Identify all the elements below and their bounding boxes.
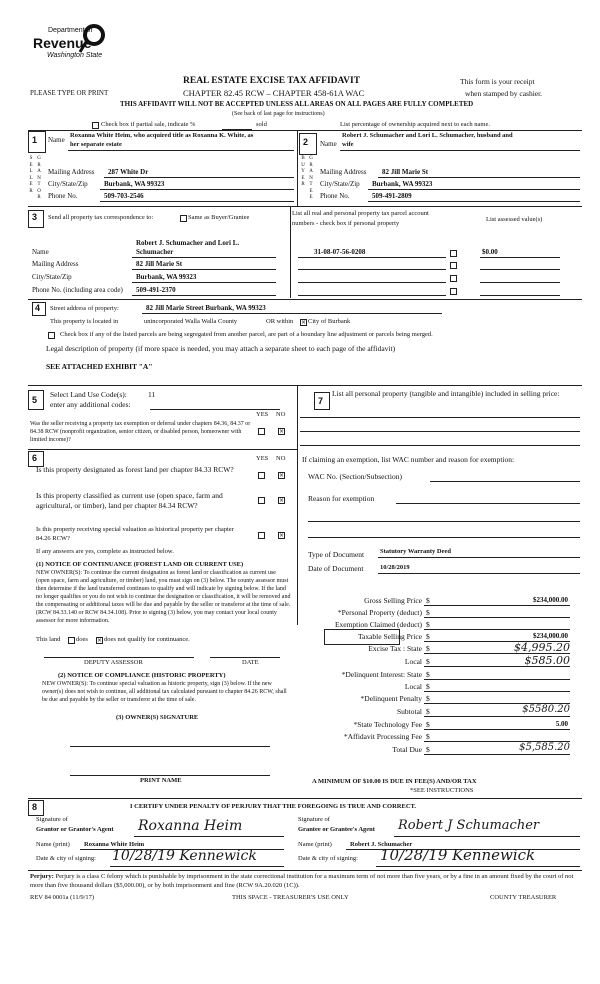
sec5-q1-no[interactable]: × [279, 428, 285, 435]
same-as-buyer-checkbox[interactable] [180, 215, 187, 222]
certify-line: I CERTIFY UNDER PENALTY OF PERJURY THAT THE FOREGOING IS TRUE AND CORRECT. [130, 803, 417, 810]
buyer-name-1: Robert J. Schumacher and Lori L. Schumacher, husband and [342, 132, 513, 139]
seller-name-label: Name [48, 136, 65, 144]
print-name: PRINT NAME [140, 777, 182, 784]
sec6-number: 6 [32, 453, 38, 463]
sec5-no: NO [276, 411, 286, 418]
buyer-side-label-1: B U Y E R [301, 156, 305, 187]
legal-desc: Legal description of property (if more space is needed, you may attach a separate sheet to each page of the affidavit) [46, 344, 396, 353]
seller-name-1: Roxanna White Heim, who acquired title as Roxanna K. White, as [70, 132, 254, 139]
owner-sig-line [70, 746, 270, 747]
sec12-bottom-rule [28, 206, 582, 207]
buyer-name-label: Name [320, 140, 337, 148]
min-due: A MINIMUM OF $10.00 IS DUE IN FEE(S) AND/OR TAX [312, 778, 477, 785]
grantee-sig-line [394, 836, 580, 837]
tax-row-9-label: Subtotal [396, 707, 422, 716]
sec5-bottom-rule [28, 449, 298, 450]
sec5-q1-yes[interactable] [258, 428, 265, 435]
grantee-name-label: Name (print) [298, 841, 332, 848]
land-use-value: 11 [148, 390, 156, 399]
county-treasurer: COUNTY TREASURER [490, 894, 557, 901]
sec6-q1: Is this property designated as forest land per chapter 84.33 RCW? [36, 465, 234, 474]
sec6-q1-no[interactable]: × [279, 472, 285, 479]
partial-sale-sold: sold [256, 121, 267, 128]
sec6-q3-yes[interactable] [258, 532, 265, 539]
wac-line [430, 481, 580, 482]
dept-line2: Revenue [33, 35, 92, 51]
buyer-name-2: wife [342, 141, 354, 148]
sec3-bottom-rule [28, 299, 582, 300]
sec3-label: Send all property tax correspondence to: [48, 214, 154, 221]
sec12-top-rule [28, 130, 582, 131]
seller-name-2: her separate estate [70, 141, 122, 148]
parcel-value: 31-08-07-56-0208 [314, 248, 366, 256]
sec3-name-line [132, 257, 276, 258]
seller-mailing-value: 287 White Dr [108, 168, 149, 176]
perjury-text [30, 872, 582, 890]
tax-line-10 [424, 729, 570, 730]
personal-property-checkbox-2[interactable] [450, 262, 457, 269]
sec3-city-line [132, 282, 276, 283]
sec6-q2-yes[interactable] [258, 497, 265, 504]
partial-sale-checkbox[interactable] [92, 122, 99, 129]
sec3-name-label: Name [32, 248, 49, 256]
buyer-phone-label: Phone No. [320, 192, 350, 200]
chapter-line: CHAPTER 82.45 RCW – CHAPTER 458-61A WAC [183, 88, 365, 98]
doc-date-line [378, 573, 580, 574]
grantor-signature: Roxanna Heim [138, 818, 243, 834]
warning-line: THIS AFFIDAVIT WILL NOT BE ACCEPTED UNLESS ALL AREAS ON ALL PAGES ARE FULLY COMPLETED [120, 100, 474, 108]
date-label: DATE [242, 659, 259, 666]
land-does: does [76, 636, 88, 643]
tax-row-7-label: Local [404, 682, 422, 691]
additional-codes-line [150, 409, 280, 410]
sec3-name-2: Schumacher [136, 248, 174, 256]
owner-sig: (3) OWNER(S) SIGNATURE [116, 714, 199, 721]
parcel-line-2 [298, 269, 446, 270]
personal-property-checkbox-4[interactable] [450, 288, 457, 295]
reason-line-2 [308, 521, 580, 522]
dollar-2: $ [426, 620, 430, 629]
buyer-phone-line [368, 201, 580, 202]
grantor-date-city: 10/28/19 Kennewick [112, 848, 257, 864]
print-name-line [70, 775, 270, 776]
parcel-header-2: numbers - check box if personal property [292, 220, 400, 227]
grantee-sig-label-2: Grantee or Grantee's Agent [298, 826, 375, 833]
doc-date-label: Date of Document [308, 564, 364, 573]
sec3-phone-label: Phone No. (including area code) [32, 286, 123, 294]
tax-line-6 [424, 679, 570, 680]
grantor-date-label: Date & city of signing: [36, 855, 96, 862]
grantor-name-value: Roxanna White Heim [84, 841, 145, 848]
tax-row-3-value: $234,000.00 [533, 632, 568, 640]
seller-name-line [68, 150, 294, 151]
tax-line-2 [424, 629, 570, 630]
dollar-4: $ [426, 644, 430, 653]
partial-sale-label: Check box if partial sale, indicate % [101, 121, 196, 128]
grantor-name-label: Name (print) [36, 841, 70, 848]
sec5-q1: Was the seller receiving a property tax exemption or deferral under chapters 84.36, 84.37 or 84.38 RCW (nonprofit organization, senior citizen, or disabled person, homeowner with limited income)? [30, 421, 251, 443]
tax-row-2-label: Exemption Claimed (deduct) [334, 620, 422, 629]
dollar-0: $ [426, 596, 430, 605]
land-does-not-checkbox[interactable]: × [97, 637, 103, 644]
parcel-header-1: List all real and personal property tax parcel account [292, 210, 429, 217]
tax-row-4-label: Excise Tax : State [368, 644, 422, 653]
sec6-q2: Is this property classified as current use (open space, farm and agricultural, or timber), land per chapter 84.34 RCW? [36, 491, 223, 510]
sec12-divider [297, 130, 298, 206]
dollar-7: $ [426, 682, 430, 691]
street-line [142, 313, 442, 314]
see-instructions: *SEE INSTRUCTIONS [410, 787, 474, 794]
deputy-label: DEPUTY ASSESSOR [84, 659, 143, 666]
seller-side-label-2: G R A N T O R [37, 156, 41, 200]
assessed-line-1 [480, 257, 560, 258]
doc-date-value: 10/28/2019 [380, 564, 410, 571]
sec3-number: 3 [32, 212, 38, 222]
perjury-top-rule [28, 870, 582, 871]
buyer-number: 2 [303, 137, 309, 147]
notice1-text: NEW OWNER(S): To continue the current designation as forest land or classification as current use (open space, farm and agriculture, or timber) land, you must sign on (3) below. The county assessor must then determine if the land transferred continues to qualify and will indicate by signing below. If the land no longer qualifies or you do not wish to continue the designation or classification, it will be removed and the compensating or additional taxes will be due and payable by the seller or transferor at the time of sale. (RCW 84.33.140 or RCW 84.34.108). Prior to signing (3) below, you may contact your local county assessor for more information. [36, 570, 291, 624]
grantor-date-line [110, 866, 284, 867]
sec6-q3-no[interactable]: × [279, 532, 285, 539]
grantee-name-value: Robert J. Schumacher [350, 841, 413, 848]
dollar-10: $ [426, 720, 430, 729]
sec6-yes: YES [256, 455, 269, 462]
sec3-name-1: Robert J. Schumacher and Lori L. [136, 239, 240, 247]
grantee-date-line [376, 866, 580, 867]
sec7-number: 7 [318, 396, 324, 406]
sec7-line-3 [300, 445, 580, 446]
sec3-phone-value: 509-491-2370 [136, 286, 176, 294]
grantee-date-city: 10/28/19 Kennewick [380, 846, 536, 864]
doc-type-label: Type of Document [308, 550, 365, 559]
segregated-checkbox[interactable] [48, 332, 55, 339]
dollar-8: $ [426, 694, 430, 703]
sec3-city-label: City/State/Zip [32, 273, 72, 281]
tax-line-1 [424, 617, 570, 618]
wac-label: WAC No. (Section/Subsection) [308, 472, 402, 481]
date-line [210, 657, 280, 658]
seller-city-label: City/State/Zip [48, 180, 88, 188]
tax-row-1-label: *Personal Property (deduct) [337, 608, 422, 617]
tax-row-4-value: $4,995.20 [514, 641, 570, 654]
this-land: This land [36, 636, 61, 643]
tax-row-0-label: Gross Selling Price [364, 596, 422, 605]
street-value: 82 Jill Marie Street Burbank, WA 99323 [146, 304, 266, 312]
city-opt: City of Burbank [308, 318, 351, 325]
sec3-divider [290, 206, 291, 298]
sec3-mailing-value: 82 Jill Marie St [136, 260, 183, 268]
dollar-5: $ [426, 657, 430, 666]
sec3-mailing-label: Mailing Address [32, 260, 79, 268]
street-label: Street address of property: [50, 305, 119, 312]
dollar-12: $ [426, 745, 430, 754]
dept-line1: Department of [48, 27, 93, 34]
assessed-line-4 [480, 295, 560, 296]
sec5-number: 5 [32, 395, 38, 405]
dept-line3: Washington State [47, 52, 103, 59]
seller-number: 1 [32, 135, 38, 145]
buyer-phone-value: 509-491-2809 [372, 192, 412, 200]
sec7-line-2 [300, 431, 580, 432]
sec4-number: 4 [35, 303, 41, 313]
tax-row-5-label: Local [404, 657, 422, 666]
dollar-6: $ [426, 670, 430, 679]
tax-line-7 [424, 691, 570, 692]
sec4-bottom-rule [28, 385, 582, 386]
notice2-title: (2) NOTICE OF COMPLIANCE (HISTORIC PROPERTY) [58, 672, 226, 679]
dollar-9: $ [426, 707, 430, 716]
land-does-not: does not qualify for continuance. [104, 636, 190, 643]
notice1-title: (1) NOTICE OF CONTINUANCE (FOREST LAND OR CURRENT USE) [36, 561, 244, 568]
buyer-mailing-line [378, 177, 580, 178]
grantor-sig-label-1: Signature of [36, 816, 68, 823]
dollar-1: $ [426, 608, 430, 617]
sec5-yes: YES [256, 411, 269, 418]
buyer-city-line [368, 189, 580, 190]
receipt-note-2: when stamped by cashier. [465, 89, 543, 98]
located-opt1: unincorporated Walla Walla County [144, 318, 238, 325]
personal-property-checkbox-3[interactable] [450, 275, 457, 282]
tax-row-11-label: *Affidavit Processing Fee [343, 732, 422, 741]
tax-row-10-label: *State Technology Fee [353, 720, 422, 729]
perjury-body: Perjury is a class C felony which is punishable by imprisonment in the state correctional institution for a maximum term of not more than five years, or by a fine in an amount fixed by the court of not more than five thousand dollars ($5,000.00), or by both imprisonment and fine (RCW 9A.20.020 (1C)). [30, 873, 574, 889]
assessed-line-3 [480, 282, 560, 283]
land-does-checkbox[interactable] [68, 637, 75, 644]
sec8-top-rule [28, 798, 582, 799]
seller-mailing-label: Mailing Address [48, 168, 95, 176]
tax-row-10-value: 5.00 [555, 720, 568, 728]
tax-row-9-value: $5580.20 [522, 704, 570, 715]
tax-line-9 [424, 716, 570, 717]
see-back: (See back of last page for instructions) [232, 111, 325, 117]
notice2-text: NEW OWNER(S): To continue special valuation as historic property, sign (3) below. If the new owner(s) does not wish to continue, all additional tax calculated pursuant to chapter 84.26 RCW, shall be due and payable by the seller or transferor at the time of sale. [42, 681, 287, 703]
assessed-header: List assessed value(s) [486, 216, 543, 223]
tax-row-5-value: $585.00 [524, 654, 570, 667]
sec6-no: NO [276, 455, 286, 462]
or-within: OR within [266, 318, 294, 325]
deputy-line [44, 657, 194, 658]
tax-row-12-value: $5,585.20 [519, 742, 570, 753]
rev-number: REV 84 0001a (11/9/17) [30, 894, 95, 901]
grantee-sig-label-1: Signature of [298, 816, 330, 823]
buyer-mailing-label: Mailing Address [320, 168, 367, 176]
grantor-sig-line [134, 836, 284, 837]
buyer-mailing-value: 82 Jill Marie St [382, 168, 429, 176]
buyer-side-label-2: G R A N T E E [309, 156, 313, 200]
doc-type-value: Statutory Warranty Deed [380, 548, 452, 555]
seller-side-label-1: S E L L E R [29, 156, 33, 194]
city-checkbox[interactable]: × [301, 319, 307, 326]
located-label: This property is located in [50, 318, 119, 325]
buyer-city-label: City/State/Zip [320, 180, 360, 188]
dollar-11: $ [426, 732, 430, 741]
tax-line-0 [424, 605, 570, 606]
reason-line-1 [396, 503, 580, 504]
dollar-3: $ [426, 632, 430, 641]
seller-phone-label: Phone No. [48, 192, 78, 200]
tax-row-8-label: *Delinquent Penalty [360, 694, 422, 703]
sec3-city-value: Burbank, WA 99323 [136, 273, 197, 281]
tax-row-12-label: Total Due [392, 745, 422, 754]
perjury-bold: Perjury: [30, 873, 54, 880]
sec5-7-divider [297, 385, 298, 625]
ownership-note: List percentage of ownership acquired next to each name. [340, 121, 490, 128]
tax-row-6-label: *Delinquent Interest: State [341, 670, 422, 679]
sec6-q1-yes[interactable] [258, 472, 265, 479]
sec7-label: List all personal property (tangible and intangible) included in selling price: [332, 389, 560, 398]
seller-phone-value: 509-703-2546 [104, 192, 144, 200]
treasurer-space: THIS SPACE - TREASURER'S USE ONLY [232, 894, 349, 901]
sec7-line-1 [300, 417, 580, 418]
seller-mailing-line [104, 177, 294, 178]
assessed-line-2 [480, 269, 560, 270]
parcel-line-3 [298, 282, 446, 283]
parcel-line-4 [298, 295, 446, 296]
doc-type-line [378, 557, 580, 558]
additional-codes: enter any additional codes: [50, 400, 131, 409]
tax-row-0-value: $234,000.00 [533, 596, 568, 604]
buyer-name-line [340, 150, 580, 151]
grantee-date-label: Date & city of signing: [298, 855, 358, 862]
tax-row-3-label: Taxable Selling Price [357, 632, 422, 641]
sec6-q3: Is this property receiving special valuation as historical property per chapter 84.26 RCW? [36, 526, 234, 542]
reason-label: Reason for exemption [308, 494, 375, 503]
land-use-label: Select Land Use Code(s): [50, 390, 127, 399]
assessed-value: $0.00 [482, 248, 498, 256]
exhibit: SEE ATTACHED EXHIBIT "A" [46, 362, 153, 371]
seller-city-line [100, 189, 294, 190]
seller-city-value: Burbank, WA 99323 [104, 180, 165, 188]
exemption-label: If claiming an exemption, list WAC number and reason for exemption: [302, 455, 515, 464]
please-type: PLEASE TYPE OR PRINT [30, 89, 109, 97]
sec8-number: 8 [32, 802, 38, 812]
tax-line-12 [424, 754, 570, 755]
segregated-text: Check box if any of the listed parcels are being segregated from another parcel, are part of a boundary line adjustment or parcels being merged. [60, 331, 433, 338]
sec3-mailing-line [132, 269, 276, 270]
grantor-sig-label-2: Grantor or Grantor's Agent [36, 826, 114, 833]
sec6-q2-no[interactable]: × [279, 497, 285, 504]
grantee-signature: Robert J Schumacher [398, 818, 540, 833]
any-yes: If any answers are yes, complete as instructed below. [36, 548, 174, 555]
seller-phone-line [100, 201, 294, 202]
sec3-phone-line [132, 295, 276, 296]
receipt-note-1: This form is your receipt [460, 77, 535, 86]
buyer-city-value: Burbank, WA 99323 [372, 180, 433, 188]
personal-property-checkbox-1[interactable] [450, 250, 457, 257]
same-as-buyer-label: Same as Buyer/Grantee [188, 214, 250, 221]
reason-line-3 [308, 537, 580, 538]
form-title: REAL ESTATE EXCISE TAX AFFIDAVIT [183, 76, 361, 86]
parcel-line-1 [298, 257, 446, 258]
